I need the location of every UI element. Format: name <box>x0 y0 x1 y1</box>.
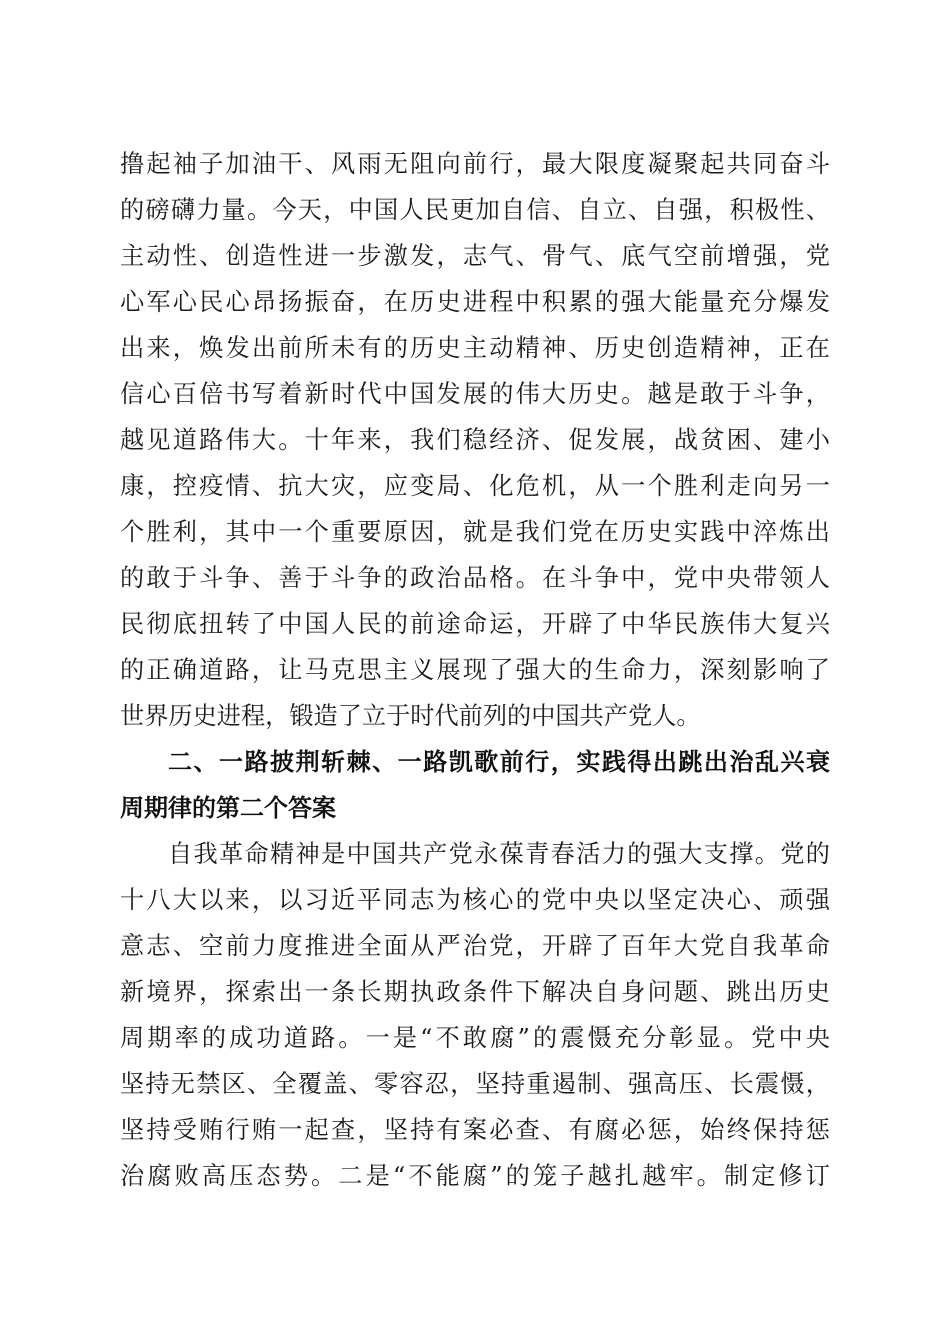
body-text-line: 的正确道路，让马克思主义展现了强大的生命力，深刻影响了 <box>120 656 830 684</box>
body-text-line: 信心百倍书写着新时代中国发展的伟大历史。越是敢于斗争， <box>120 380 830 408</box>
body-text-line: 十八大以来，以习近平同志为核心的党中央以坚定决心、顽强 <box>120 886 830 914</box>
section-heading: 二、一路披荆斩棘、一路凯歌前行，实践得出跳出治乱兴衰 <box>168 748 830 776</box>
body-text-line: 撸起袖子加油干、风雨无阻向前行，最大限度凝聚起共同奋斗 <box>120 150 830 178</box>
body-text-line: 越见道路伟大。十年来，我们稳经济、促发展，战贫困、建小 <box>120 426 830 454</box>
body-text-line: 意志、空前力度推进全面从严治党，开辟了百年大党自我革命 <box>120 932 830 960</box>
section-heading-continuation: 周期律的第二个答案 <box>120 794 336 822</box>
body-text-line: 出来，焕发出前所未有的历史主动精神、历史创造精神，正在 <box>120 334 830 362</box>
body-text-line: 自我革命精神是中国共产党永葆青春活力的强大支撑。党的 <box>168 840 830 868</box>
body-text-line: 治腐败高压态势。二是“不能腐”的笼子越扎越牢。制定修订 <box>120 1162 830 1190</box>
body-text-line: 新境界，探索出一条长期执政条件下解决自身问题、跳出历史 <box>120 978 830 1006</box>
body-text-line: 周期率的成功道路。一是“不敢腐”的震慑充分彰显。党中央 <box>120 1024 830 1052</box>
body-text-line: 坚持无禁区、全覆盖、零容忍，坚持重遏制、强高压、长震慑， <box>120 1070 830 1098</box>
body-text-line: 心军心民心昂扬振奋，在历史进程中积累的强大能量充分爆发 <box>120 288 830 316</box>
body-text-line: 民彻底扭转了中国人民的前途命运，开辟了中华民族伟大复兴 <box>120 610 830 638</box>
body-text-line: 世界历史进程，锻造了立于时代前列的中国共产党人。 <box>120 702 701 730</box>
body-text-line: 的磅礴力量。今天，中国人民更加自信、自立、自强，积极性、 <box>120 196 830 224</box>
body-text-line: 个胜利，其中一个重要原因，就是我们党在历史实践中淬炼出 <box>120 518 830 546</box>
body-text-line: 主动性、创造性进一步激发，志气、骨气、底气空前增强，党 <box>120 242 830 270</box>
body-text-line: 康，控疫情、抗大灾，应变局、化危机，从一个胜利走向另一 <box>120 472 830 500</box>
body-text-line: 坚持受贿行贿一起查，坚持有案必查、有腐必惩，始终保持惩 <box>120 1116 830 1144</box>
body-text-line: 的敢于斗争、善于斗争的政治品格。在斗争中，党中央带领人 <box>120 564 830 592</box>
